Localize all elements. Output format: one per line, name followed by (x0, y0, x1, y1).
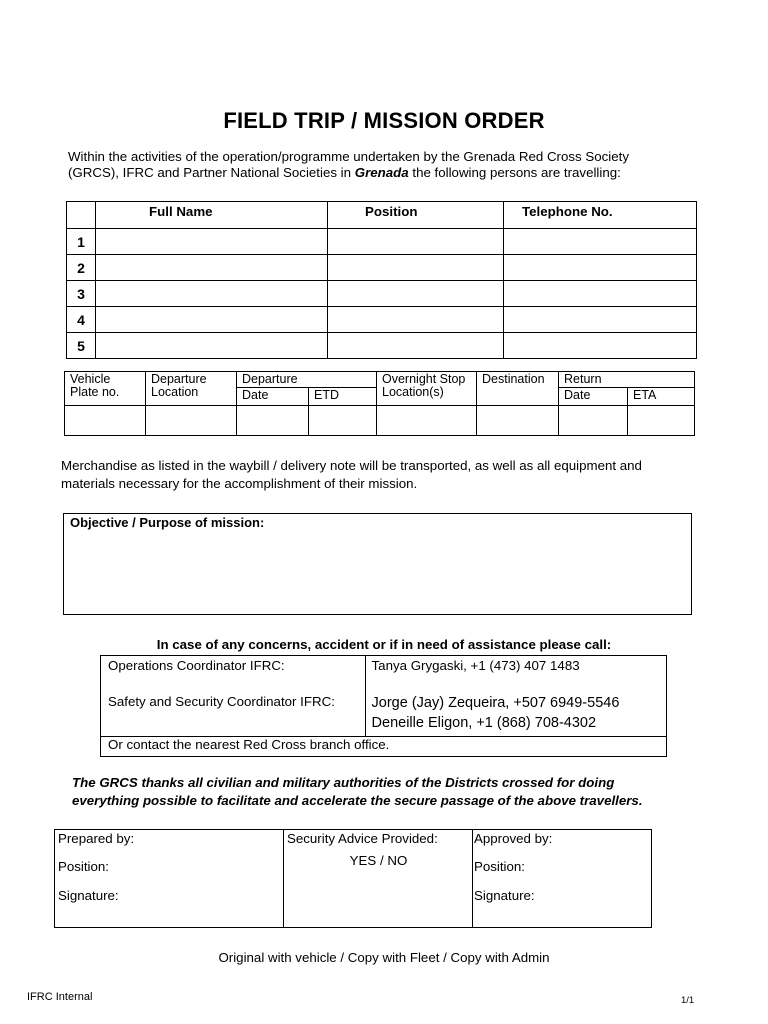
overnight-stop-cell[interactable] (377, 406, 477, 436)
objective-box[interactable] (63, 513, 692, 615)
destination-header: Destination (477, 372, 559, 406)
position-cell[interactable] (328, 281, 504, 307)
distribution-footer: Original with vehicle / Copy with Fleet / Copy with Admin (218, 950, 550, 965)
full-name-cell[interactable] (96, 255, 328, 281)
departure-location-cell[interactable] (146, 406, 237, 436)
telephone-cell[interactable] (504, 255, 697, 281)
vehicle-plate-cell[interactable] (65, 406, 146, 436)
page-number: 1/1 (681, 995, 695, 1006)
thanks-line-2: everything possible to facilitate and accelerate the secure passage of the above travellers. (72, 793, 643, 808)
departure-header: Departure (237, 372, 377, 388)
eta-cell[interactable] (628, 406, 695, 436)
row-number: 4 (67, 307, 96, 333)
table-row (67, 281, 697, 307)
intro-line-2-start: (GRCS), IFRC and Partner National Societies in (68, 165, 355, 180)
yes-no-option[interactable]: YES / NO (349, 853, 408, 868)
telephone-cell[interactable] (504, 307, 697, 333)
signoff-table (54, 829, 652, 928)
position-cell[interactable] (328, 255, 504, 281)
merchandise-line-1: Merchandise as listed in the waybill / delivery note will be transported, as well as all equipment and (61, 458, 642, 473)
table-row (67, 307, 697, 333)
prepared-by-label: Prepared by: (58, 831, 135, 846)
departure-date-header: Date (237, 388, 309, 406)
eta-header: ETA (628, 388, 695, 406)
etd-header: ETD (309, 388, 377, 406)
return-date-cell[interactable] (559, 406, 628, 436)
row-number: 2 (67, 255, 96, 281)
security-advice-label: Security Advice Provided: (287, 831, 438, 846)
row-number: 3 (67, 281, 96, 307)
full-name-cell[interactable] (96, 229, 328, 255)
return-header: Return (559, 372, 695, 388)
travellers-header-number (67, 202, 96, 229)
telephone-cell[interactable] (504, 229, 697, 255)
return-date-header: Date (559, 388, 628, 406)
contacts-table (100, 655, 667, 757)
travellers-table (66, 201, 697, 359)
etd-cell[interactable] (309, 406, 377, 436)
position-cell[interactable] (328, 229, 504, 255)
approved-by-label: Approved by: (474, 831, 553, 846)
contacts-cell (365, 656, 666, 737)
table-row (67, 333, 697, 359)
intro-country: Grenada (354, 165, 409, 180)
thanks-paragraph (72, 774, 712, 810)
merchandise-line-2: materials necessary for the accomplishment of their mission. (61, 476, 418, 491)
objective-label: Objective / Purpose of mission: (70, 515, 265, 530)
row-number: 1 (67, 229, 96, 255)
approved-cell[interactable] (473, 830, 652, 928)
prepared-position-label: Position: (58, 859, 109, 874)
travellers-header-full-name: Full Name (96, 202, 328, 229)
departure-location-header: Departure Location (146, 372, 237, 406)
vehicle-plate-header: Vehicle Plate no. (65, 372, 146, 406)
intro-line-2 (68, 165, 708, 181)
intro-paragraph (68, 149, 708, 181)
vehicle-table (64, 371, 695, 436)
intro-line-1: Within the activities of the operation/programme undertaken by the Grenada Red Cross Society (68, 149, 629, 164)
approved-signature-label: Signature: (474, 888, 535, 903)
page-title: FIELD TRIP / MISSION ORDER (223, 108, 545, 133)
departure-date-cell[interactable] (237, 406, 309, 436)
travellers-header-position: Position (328, 202, 504, 229)
intro-line-2-end: the following persons are travelling: (408, 165, 621, 180)
table-row (67, 255, 697, 281)
ops-contact: Tanya Grygaski, +1 (473) 407 1483 (371, 658, 580, 673)
prepared-signature-label: Signature: (58, 888, 119, 903)
prepared-cell[interactable] (55, 830, 284, 928)
safety-contact-2: Deneille Eligon, +1 (868) 708-4302 (371, 715, 597, 731)
travellers-header-telephone: Telephone No. (504, 202, 697, 229)
overnight-stop-header: Overnight Stop Location(s) (377, 372, 477, 406)
row-number: 5 (67, 333, 96, 359)
ops-role: Operations Coordinator IFRC: (108, 658, 285, 673)
destination-cell[interactable] (477, 406, 559, 436)
safety-role: Safety and Security Coordinator IFRC: (108, 694, 335, 709)
safety-contact-1: Jorge (Jay) Zequeira, +507 6949-5546 (371, 695, 620, 711)
telephone-cell[interactable] (504, 281, 697, 307)
position-cell[interactable] (328, 307, 504, 333)
branch-contact: Or contact the nearest Red Cross branch office. (101, 737, 667, 757)
thanks-line-1: The GRCS thanks all civilian and military authorities of the Districts crossed for doing (72, 775, 615, 790)
classification-label: IFRC Internal (27, 991, 93, 1003)
roles-cell (101, 656, 366, 737)
position-cell[interactable] (328, 333, 504, 359)
full-name-cell[interactable] (96, 307, 328, 333)
approved-position-label: Position: (474, 859, 525, 874)
security-advice-cell[interactable] (284, 830, 473, 928)
concern-heading: In case of any concerns, accident or if in need of assistance please call: (156, 637, 612, 652)
full-name-cell[interactable] (96, 333, 328, 359)
table-row (67, 229, 697, 255)
telephone-cell[interactable] (504, 333, 697, 359)
full-name-cell[interactable] (96, 281, 328, 307)
merchandise-paragraph (61, 457, 701, 493)
